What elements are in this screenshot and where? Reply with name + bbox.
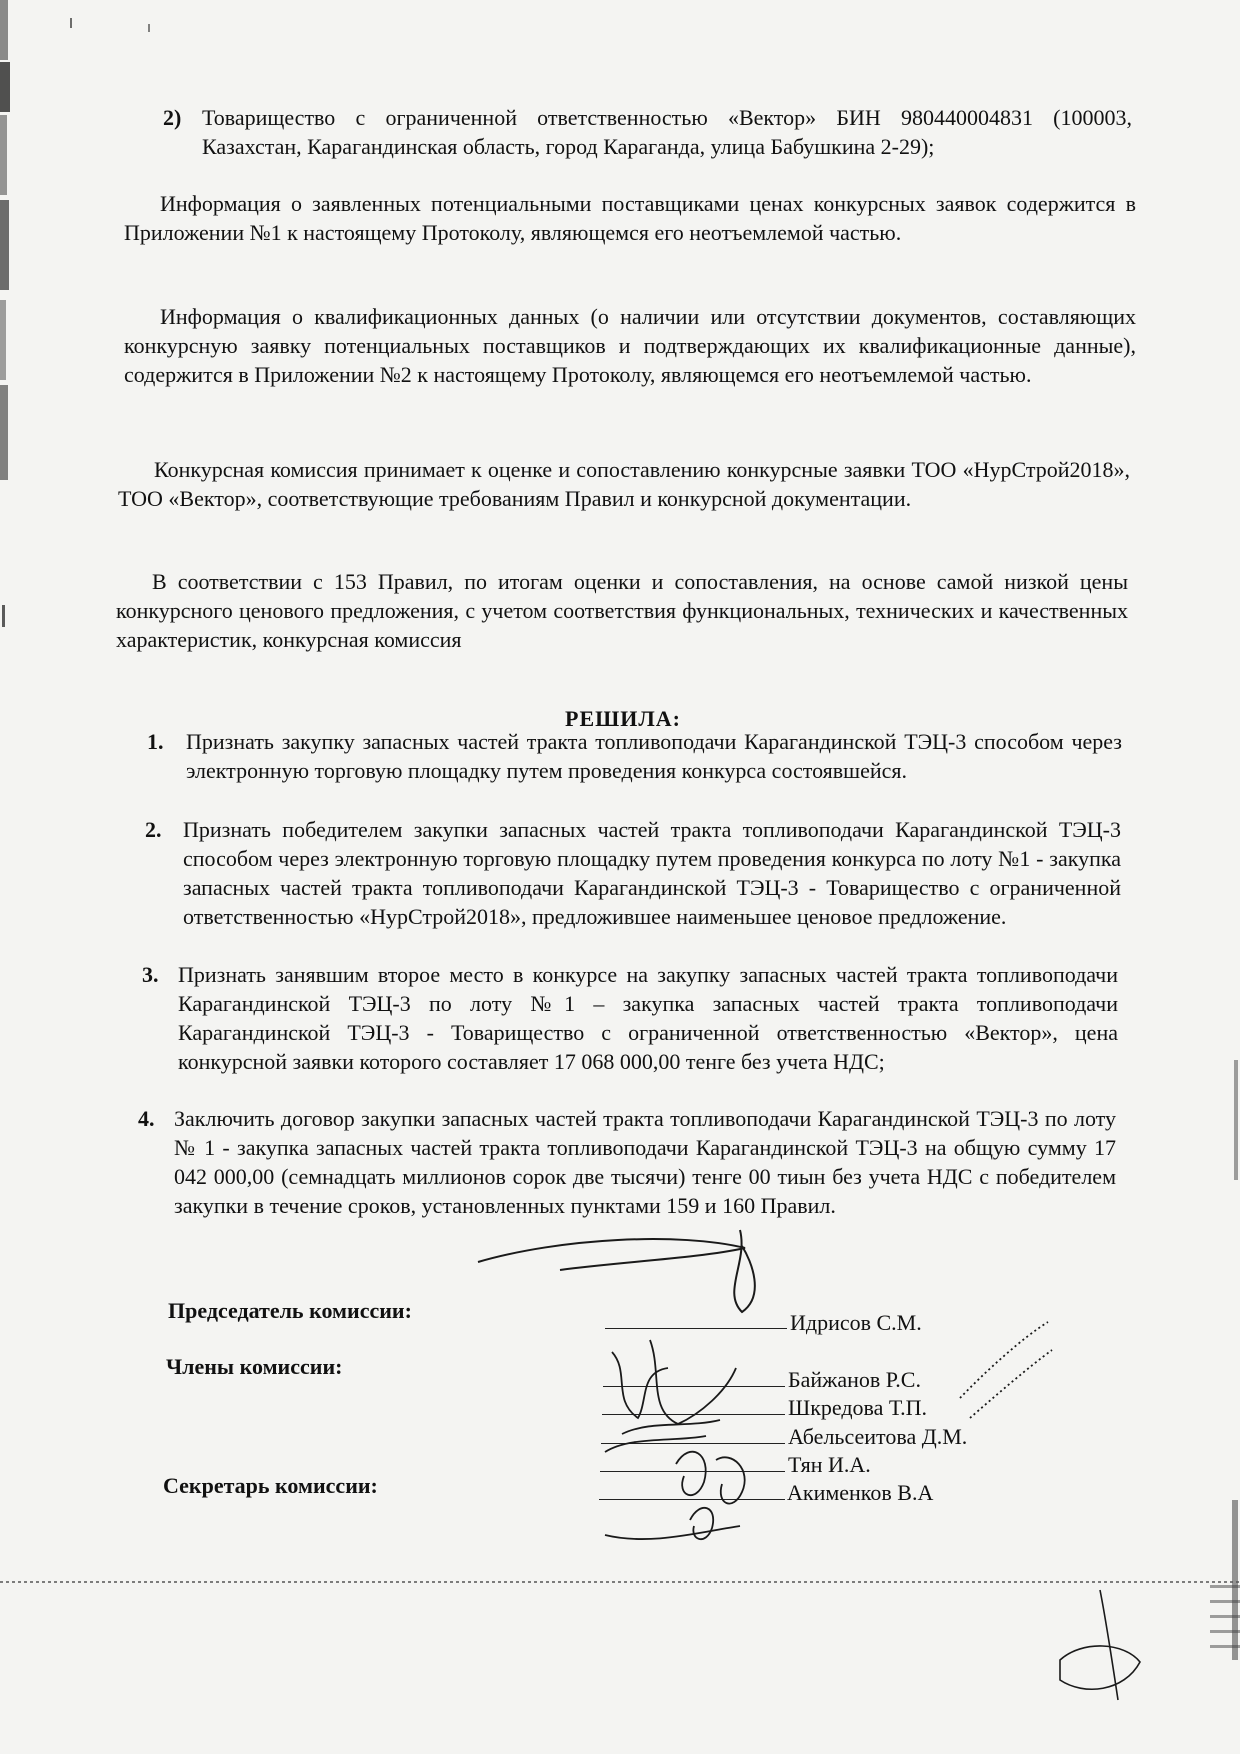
scan-edge-marks <box>0 0 150 627</box>
decision-item-number: 4. <box>138 1106 155 1131</box>
signature-members <box>605 1322 1052 1539</box>
member-name: Тян И.А. <box>788 1452 871 1477</box>
paragraph-prices: Информация о заявленных потенциальными поставщиками ценах конкурсных заявок содержится в Приложении №1 к настоящему Протоколу, являющемся его неотъемлемой частью. <box>124 191 1136 245</box>
member-name: Шкредова Т.П. <box>788 1395 928 1420</box>
corner-mark <box>1060 1590 1140 1700</box>
decision-item-number: 3. <box>142 962 159 987</box>
member-name: Абельсеитова Д.М. <box>788 1424 968 1449</box>
intro-item-text: Товарищество с ограниченной ответственностью «Вектор» БИН 980440004831 (100003, Казахстан, Карагандинская область, город Караганда, улица Бабушкина 2-29); <box>202 105 1132 159</box>
decision-item-text: Признать занявшим второе место в конкурсе на закупку запасных частей тракта топливоподачи Карагандинской ТЭЦ-3 по лоту №1 – закупка запасных частей тракта топливоподачи Карагандинской ТЭЦ-3 - Товарищество с ограниченной ответственностью «Вектор», цена конкурсной заявки которого составляет 17 068 000,00 тенге без учета НДС; <box>178 962 1118 1074</box>
paragraph-acceptance: Конкурсная комиссия принимает к оценке и сопоставлению конкурсные заявки ТОО «НурСтрой2018», ТОО «Вектор», соответствующие требованиям Правил и конкурсной документации. <box>118 457 1130 511</box>
chairman-label: Председатель комиссии: <box>168 1298 412 1323</box>
secretary-name: Акименков В.А <box>787 1480 934 1505</box>
secretary-label: Секретарь комиссии: <box>163 1473 378 1498</box>
scan-edge-marks-right <box>1210 1060 1240 1660</box>
decision-item-text: Заключить договор закупки запасных частей тракта топливоподачи Карагандинской ТЭЦ-3 по лоту № 1 - закупка запасных частей тракта топливоподачи Карагандинской ТЭЦ-3 на общую сумму 17 042 000,00 (семнадцать миллионов сорок две тысячи) тенге 00 тиын без учета НДС с победителем закупки в течение сроков, установленных пунктами 159 и 160 Правил. <box>174 1106 1116 1218</box>
signature-chairman <box>478 1230 755 1312</box>
decision-item-text: Признать победителем закупки запасных частей тракта топливоподачи Карагандинской ТЭЦ-3 способом через электронную торговую площадку путем проведения конкурса по лоту №1 - закупка запасных частей тракта топливоподачи Карагандинской ТЭЦ-3 - Товарищество с ограниченной ответственностью «НурСтрой2018», предложившее наименьшее ценовое предложение. <box>183 817 1121 929</box>
decision-item-number: 1. <box>147 729 164 754</box>
decision-item-number: 2. <box>145 817 162 842</box>
paragraph-qualification: Информация о квалификационных данных (о наличии или отсутствии документов, составляющих конкурсную заявку потенциальных поставщиков и подтверждающих их квалификационные данные), содержится в Приложении №2 к настоящему Протоколу, являющемся его неотъемлемой частью. <box>124 304 1136 387</box>
paragraph-evaluation: В соответствии с 153 Правил, по итогам оценки и сопоставления, на основе самой низкой цены конкурсного ценового предложения, с учетом соответствия функциональных, технических и качественных характеристик, конкурсная комиссия <box>116 569 1128 652</box>
decision-heading: РЕШИЛА: <box>565 706 681 731</box>
intro-item-number: 2) <box>163 105 182 130</box>
member-name: Байжанов Р.С. <box>788 1367 921 1392</box>
decision-item-text: Признать закупку запасных частей тракта топливоподачи Карагандинской ТЭЦ-3 способом через электронную торговую площадку путем проведения конкурса состоявшейся. <box>186 729 1122 783</box>
chairman-name: Идрисов С.М. <box>790 1310 922 1335</box>
members-label: Члены комиссии: <box>166 1354 343 1379</box>
